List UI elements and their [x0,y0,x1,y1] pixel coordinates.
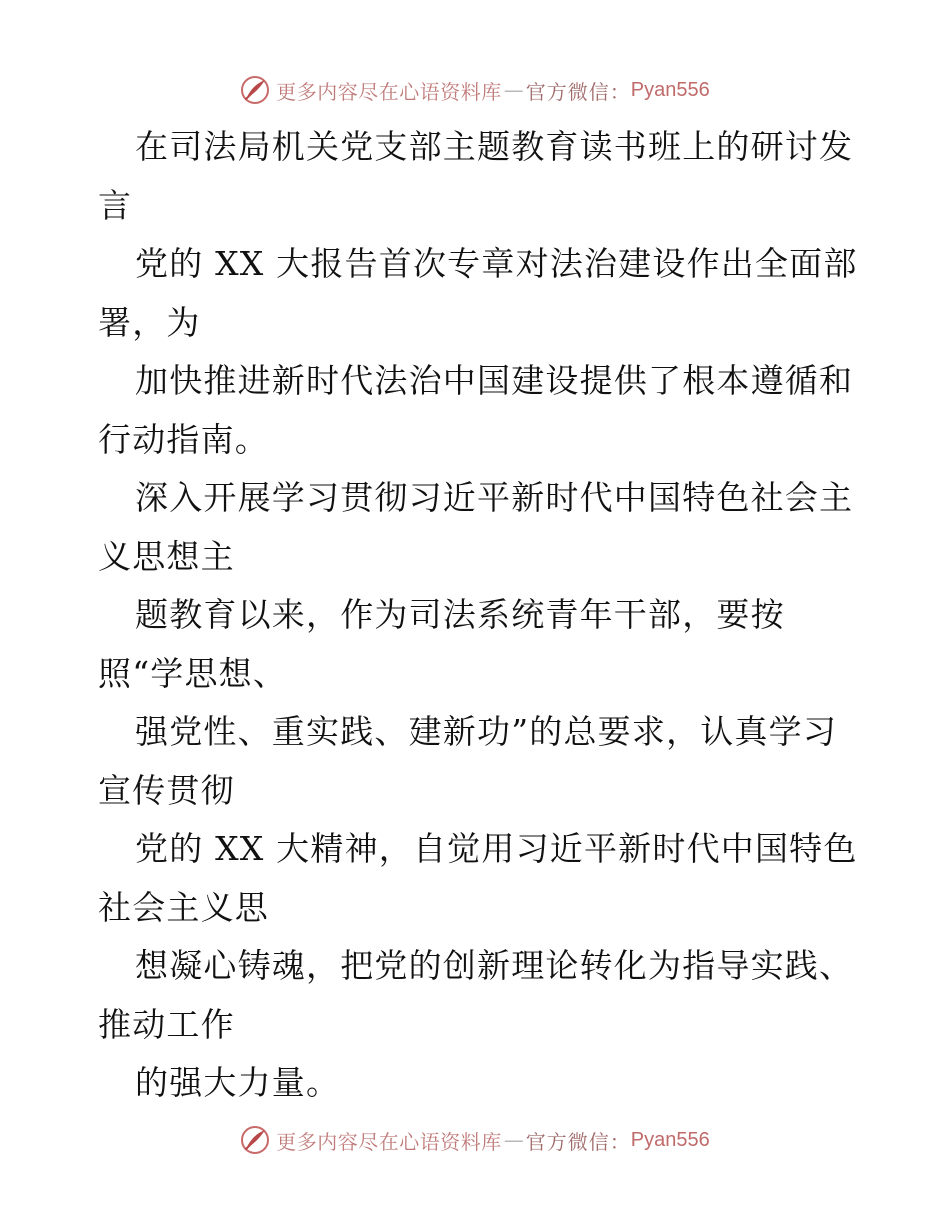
banner-wechat-label: 官方微信： [525,79,631,104]
banner-brand-text: 更多内容尽在心语资料库 [276,1129,502,1154]
banner-wechat-label: 官方微信： [525,1129,631,1154]
text-line: 深入开展学习贯彻习近平新时代中国特色社会主 [135,478,854,517]
text-line: 宣传贯彻 [98,770,235,810]
text-line: 想凝心铸魂，把党的创新理论转化为指导实践、 [135,946,854,985]
text-line: 行动指南。 [98,419,269,459]
text-line: 党的 XX 大报告首次专章对法治建设作出全面部 [135,244,858,283]
text-line: 署，为 [98,302,201,342]
banner-separator: — [503,78,524,102]
header-watermark-banner [0,70,950,110]
footer-watermark-banner [0,1120,950,1160]
quill-logo-icon [240,75,270,105]
text-line: 题教育以来，作为司法系统青年干部，要按 [135,595,785,634]
text-line: 党的 XX 大精神，自觉用习近平新时代中国特色 [135,829,858,868]
text-line: 社会主义思 [98,887,269,927]
text-line: 义思想主 [98,536,235,576]
text-line: 照“学思想、 [98,653,288,693]
text-line: 在司法局机关党支部主题教育读书班上的研讨发 [135,127,854,166]
text-line: 强党性、重实践、建新功”的总要求，认真学习 [135,712,838,751]
text-line: 加快推进新时代法治中国建设提供了根本遵循和 [135,361,854,400]
banner-wechat-id: Pyan556 [630,1128,710,1151]
banner-wechat-id: Pyan556 [630,78,710,101]
document-body [98,118,858,1113]
text-line: 言 [98,185,133,225]
banner-separator: — [503,1128,524,1152]
text-line: 的强大力量。 [135,1063,341,1102]
banner-brand-text: 更多内容尽在心语资料库 [276,79,502,104]
text-line: 推动工作 [98,1004,235,1044]
quill-logo-icon [240,1125,270,1155]
